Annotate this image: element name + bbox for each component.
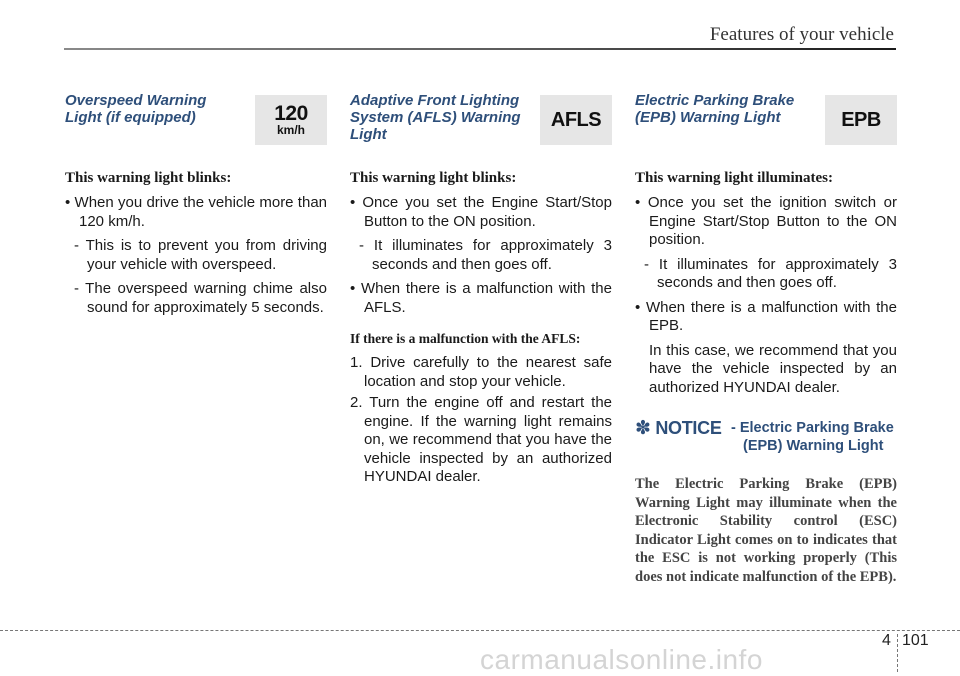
dash-item: - It illuminates for approximately 3 seconds and then goes off. (359, 237, 612, 273)
page-number: 101 (902, 632, 929, 649)
header-title: Features of your vehicle (709, 24, 894, 45)
badge-speed-unit: km/h (276, 123, 305, 137)
subheading: This warning light blinks: (350, 170, 517, 186)
notice-icon: ✽ (635, 418, 651, 439)
dash-item: - The overspeed warning chime also sound for approximately 5 seconds. (74, 280, 327, 316)
section-title: Electric Parking Brake (EPB) Warning Light (635, 92, 795, 126)
section-title: Overspeed Warning Light (if equipped) (65, 92, 207, 126)
numbered-step: 2. Turn the engine off and restart the engine. If the warning light remains on, we recommend that you have the vehicle inspected by an authorized HYUNDAI dealer. (350, 394, 612, 485)
notice-label (635, 417, 722, 440)
footer-rule (0, 630, 960, 631)
section-header (635, 92, 897, 154)
notice-header (635, 417, 897, 471)
badge-label: AFLS (550, 108, 602, 131)
dash-item: - It illuminates for approximately 3 seconds and then goes off. (644, 255, 897, 291)
subheading: This warning light illuminates: (635, 170, 833, 186)
section-header (350, 92, 612, 154)
notice-title: - Electric Parking Brake (EPB) Warning Light (731, 420, 894, 454)
bullet-item: • When you drive the vehicle more than 120 km/h. (65, 194, 327, 230)
section-epb-warning (635, 92, 897, 586)
bullet-item: • Once you set the Engine Start/Stop Button to the ON position. (350, 194, 612, 230)
chapter-number: 4 (882, 632, 891, 649)
subheading: If there is a malfunction with the AFLS: (350, 331, 581, 346)
subheading: This warning light blinks: (65, 170, 232, 186)
epb-warning-icon (825, 95, 897, 145)
overspeed-warning-icon (255, 95, 327, 145)
numbered-step: 1. Drive carefully to the nearest safe location and stop your vehicle. (350, 354, 612, 390)
dash-item: - This is to prevent you from driving your vehicle with overspeed. (74, 237, 327, 273)
badge-speed-value: 120 (274, 102, 308, 125)
bullet-item: • When there is a malfunction with the EPB. (635, 298, 897, 334)
bullet-item: • When there is a malfunction with the AFLS. (350, 280, 612, 316)
badge-label: EPB (841, 108, 881, 131)
section-title: Adaptive Front Lighting System (AFLS) Warning Light (350, 92, 521, 143)
section-afls-warning (350, 92, 612, 490)
afls-warning-icon (540, 95, 612, 145)
watermark: carmanualsonline.info (480, 644, 763, 675)
paragraph: In this case, we recommend that you have the vehicle inspected by an authorized HYUNDAI dealer. (649, 341, 897, 396)
bullet-item: • Once you set the ignition switch or Engine Start/Stop Button to the ON position. (635, 194, 897, 248)
header-rule (64, 48, 896, 50)
notice-word: NOTICE (655, 418, 722, 438)
section-header (65, 92, 327, 154)
page-divider (897, 634, 898, 672)
notice-body: The Electric Parking Brake (EPB) Warning Light may illuminate when the Electronic Stability control (ESC) Indicator Light comes on to indicates that the ESC is not working properly (This does not indicate malfunction of the EPB). (635, 476, 897, 585)
section-overspeed-warning (65, 92, 327, 320)
